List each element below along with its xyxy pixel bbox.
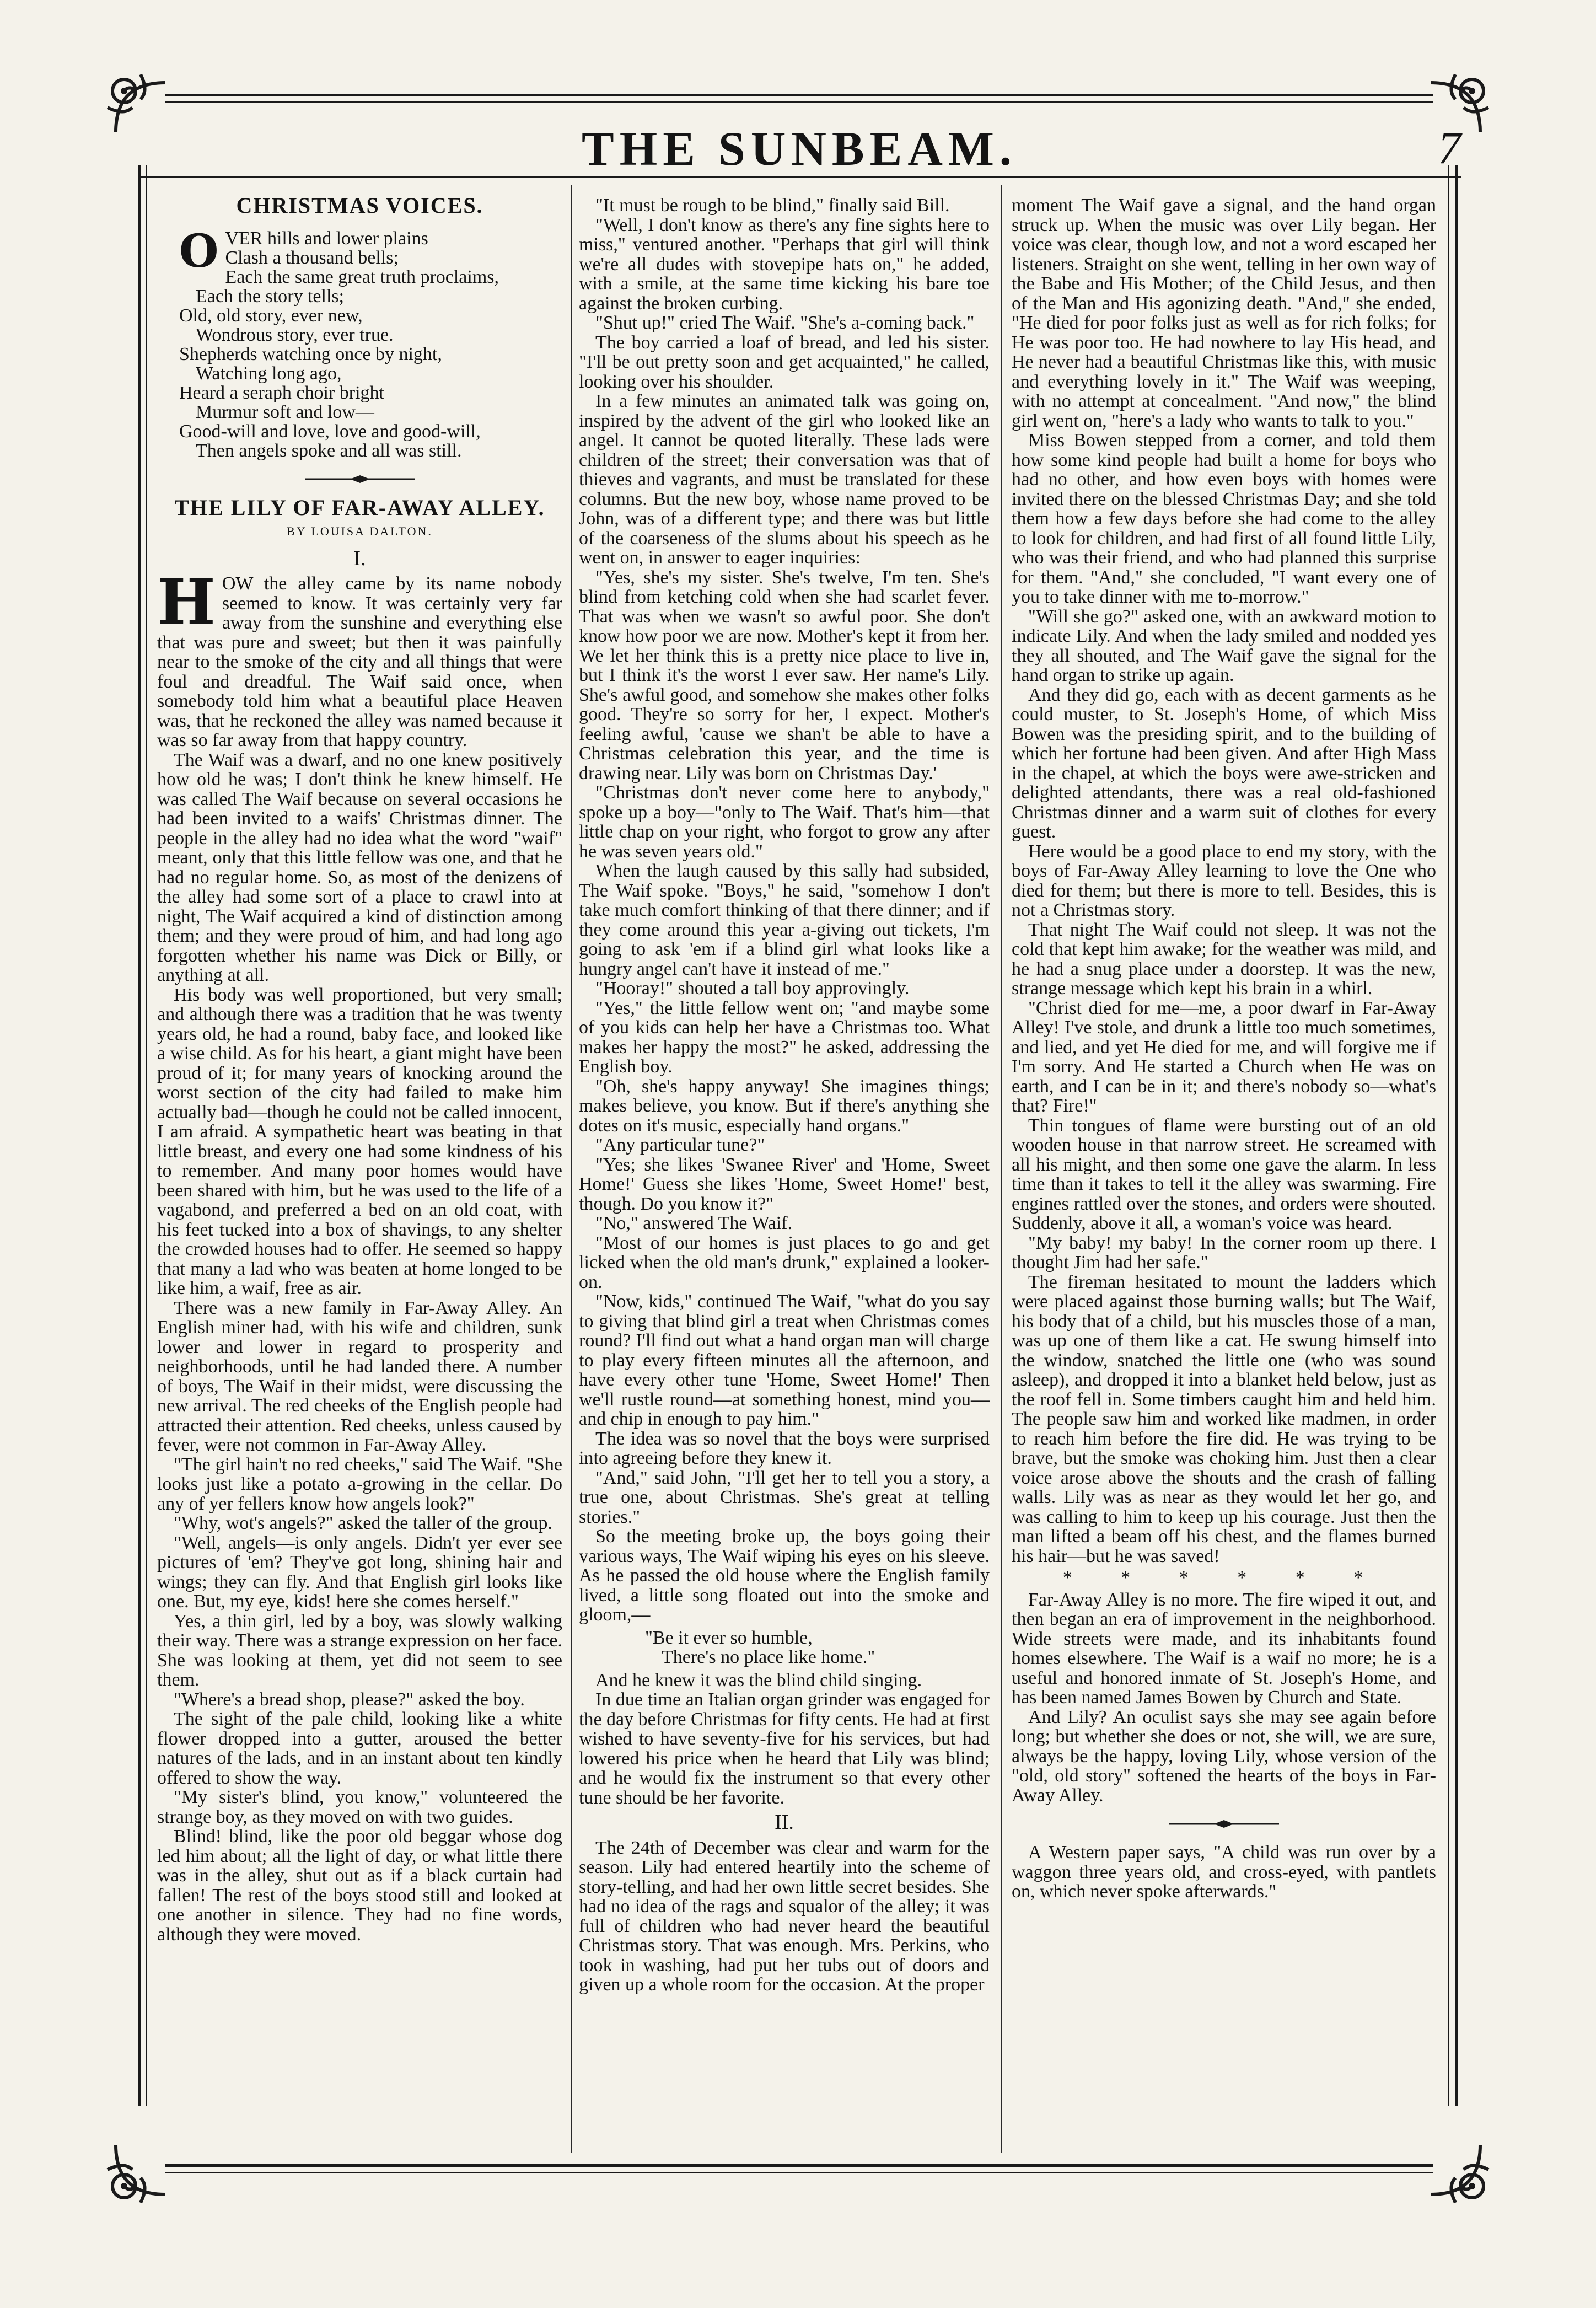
story-paragraph: And Lily? An oculist says she may see again before long; but whether she does or not, she will, we are sure, always be the happy, loving Lily, whose version of the "old, old story" softened the hearts of the boys in Far-Away Alley. [1012, 1706, 1436, 1806]
filler-paragraph: A Western paper says, "A child was run over by a waggon three years old, and cross-eyed, with pantlets on, which never spoke afterwards." [1012, 1842, 1436, 1902]
story-paragraph: The Waif was a dwarf, and no one knew positively how old he was; I don't think he knew himself. He was called The Waif because on several occasions he had been invited to a waifs' Christmas dinner. The people in the alley had no idea what the word "waif" meant, only that this little fellow was one, and that he had no regular home. So, as most of the denizens of the alley had some sort of a place to crawl into at night, The Waif acquired a kind of distinction among them; and they were proud of him, and had long ago forgotten whether his name was Dick or Billy, or anything at all. [157, 749, 562, 985]
page-number: 7 [1438, 122, 1461, 174]
poem-line: Watching long ago, [196, 363, 342, 384]
story-paragraph: "Most of our homes is just places to go and get licked when the old man's drunk," explained a looker-on. [579, 1232, 990, 1292]
story-paragraph: "Yes," the little fellow went on; "and maybe some of you kids can help her have a Christmas too. What makes her happy the most?" he asked, addressing the English boy. [579, 997, 990, 1077]
story-paragraph: "Christmas don't never come here to anybody," spoke up a boy—"only to The Waif. That's him—that little chap on your right, who forgot to grow any after he was seven years old." [579, 782, 990, 862]
story-paragraph: Yes, a thin girl, led by a boy, was slowly walking their way. There was a strange expression on her face. She was looking at them, yet did not seem to see them. [157, 1611, 562, 1690]
story-paragraph: "My sister's blind, you know," volunteered the strange boy, as they moved on with two guides. [157, 1787, 562, 1827]
story-paragraph: So the meeting broke up, the boys going their various ways, The Waif wiping his eyes on his sleeve. As he passed the old house where the English family lived, a little song floated out into the smoke and gloom,— [579, 1526, 990, 1625]
frame-right-rule [1455, 165, 1458, 2106]
poem-line: Murmur soft and low— [196, 401, 374, 422]
frame-left-rule [138, 165, 141, 2106]
story-byline: BY LOUISA DALTON. [287, 524, 433, 538]
column-3 [1012, 196, 1436, 2142]
story-paragraph: "Christ died for me—me, a poor dwarf in Far-Away Alley! I've stole, and drunk a little too much sometimes, and lied, and yet He died for me, and will forgive me if I'm sorry. And He started a Church when He was on earth, and I can be in it; and there's nobody so—what's that? Fire!" [1012, 997, 1436, 1116]
story-paragraph: moment The Waif gave a signal, and the hand organ struck up. When the music was over Lily began. Her voice was clear, though low, and not a word escaped her listeners. Straight on she went, telling in her own way of the Babe and His Mother; of the Child Jesus, and then of the Man and His agonizing death. "And," she ended, "He died for poor folks just as well as for rich folks; for He was poor too. He had nowhere to lay His head, and He never had a beautiful Christmas like this, with music and everything lovely in it." The Waif was weeping, with no attempt at concealment. "And now," the blind girl went on, "here's a lady who wants to talk to you." [1012, 196, 1436, 431]
story-paragraph: Blind! blind, like the poor old beggar whose dog led him about; all the light of day, or what little there was in the alley, shut out as if a black curtain had fallen! The rest of the boys stood still and looked at one another in silence. They had no fine words, although they were moved. [157, 1826, 562, 1945]
story-paragraph [157, 566, 562, 750]
story-paragraph: In a few minutes an animated talk was going on, inspired by the advent of the girl who looked like an angel. It cannot be quoted literally. These lads were children of the street; their conversation was that of thieves and vagrants, and must be translated for these columns. But the new boy, whose name proved to be John, was of a different type; and there was but little of the coarseness of the slums about his speech as he went on, in answer to eager inquiries: [579, 391, 990, 568]
column-divider [571, 185, 572, 2153]
story-paragraph: And they did go, each with as decent garments as he could muster, to St. Joseph's Home, of which Miss Bowen was the presiding spirit, and to the building of which her fortune had been given. And after High Mass in the chapel, at which the boys were awe-stricken and delighted attendants, there was a real old-fashioned Christmas dinner and a warm suit of clothes for every guest. [1012, 684, 1436, 842]
story-paragraph: There was a new family in Far-Away Alley. An English miner had, with his wife and children, sunk lower and lower in regard to prosperity and neighborhoods, until he had landed there. A number of boys, The Waif in their midst, were discussing the new arrival. The red cheeks of the English people had attracted their attention. Red cheeks, unless caused by fever, were not common in Far-Away Alley. [157, 1297, 562, 1455]
story-paragraph: Miss Bowen stepped from a corner, and told them how some kind people had built a home for boys who had no other, and how even boys with homes were invited there on the blessed Christmas Day; and she told them how a few days before she had come to the alley to look for children, and had first of all found little Lily, who was their friend, and who had planned this surprise for them. "And," she concluded, "I want every one of you to take dinner with me to-morrow." [1012, 430, 1436, 607]
story-paragraph: The sight of the pale child, looking like a white flower dropped into a gutter, aroused the better natures of the lads, and in an instant about ten kindly offered to show the way. [157, 1709, 562, 1788]
frame-right-rule-thin [1448, 165, 1449, 2106]
story-paragraph: And he knew it was the blind child singing. [595, 1670, 922, 1690]
story-paragraph: "Well, angels—is only angels. Didn't yer ever see pictures of 'em? They've got long, shining hair and wings; they can fly. And that English girl looks like one. But, my eye, kids! here she comes herself." [157, 1532, 562, 1612]
section-heading: I. [353, 546, 366, 570]
story-paragraph: "Now, kids," continued The Waif, "what do you say to giving that blind girl a treat when Christmas comes round? I'll find out what a hand organ man will charge to play every fifteen minutes all the afternoon, and have every other tune 'Home, Sweet Home!' Then we'll rustle round—at something honest, mind you—and chip in enough to pay him." [579, 1291, 990, 1429]
story-paragraph: When the laugh caused by this sally had subsided, The Waif spoke. "Boys," he said, "somehow I don't take much comfort thinking of that there dinner; and if they come around this year a-giving out tickets, I'm going to ask 'em if a blind girl what looks like a hungry angel can't have it instead of me." [579, 861, 990, 979]
section-heading: II. [775, 1811, 794, 1834]
story-paragraph: "Any particular tune?" [595, 1135, 765, 1155]
story-paragraph: "Well, I don't know as there's any fine sights here to miss," ventured another. "Perhaps that girl will think we're all dudes with stovepipe hats on," he added, with a smile, at the same time kicking his bare toe against the broken curbing. [579, 214, 990, 314]
story-paragraph: In due time an Italian organ grinder was engaged for the day before Christmas for fifty cents. He had at first wished to have seventy-five for his services, but had lowered his price when he heard that Lily was blind; and he would fix the instrument so that every other tune should be her favorite. [579, 1689, 990, 1808]
poem-line: VER hills and lower plains [225, 228, 428, 249]
column-divider [1001, 185, 1002, 2153]
story-paragraph: "No," answered The Waif. [595, 1213, 793, 1233]
song-line: "Be it ever so humble, [645, 1627, 813, 1648]
poem-line: Heard a seraph choir bright [179, 382, 384, 403]
story-paragraph: "Where's a bread shop, please?" asked the boy. [174, 1689, 525, 1710]
poem-line: Each the same great truth proclaims, [225, 266, 499, 287]
story-paragraph: "And," said John, "I'll get her to tell you a story, a true one, about Christmas. She's great at telling stories." [579, 1467, 990, 1527]
column-1 [157, 196, 562, 2142]
story-paragraph: The fireman hesitated to mount the ladders which were placed against those burning walls; but The Waif, his body that of a child, but his muscles those of a man, was up one of them like a cat. He swung himself into the window, snatched the little one (who was sound asleep), and dropped it into a blanket held below, just as the roof fell in. Some timbers caught him and held him. The people saw him and worked like madmen, in order to reach him before the fire did. He was trying to be brave, but the smoke was choking him. Just then a clear voice arose above the shouts and the crash of falling walls. Lily was as near as they would let her go, and was calling to him to keep up his courage. Just then the man lifted a beam off his chest, and the flames burned his hair—but he was saved! [1012, 1271, 1436, 1566]
story-paragraph: The 24th of December was clear and warm for the season. Lily had entered heartily into the scheme of story-telling, and had her own little secret besides. She had no idea of the rags and squalor of the alley; it was full of children who had never heard the beautiful Christmas story. That was enough. Mrs. Perkins, who took in washing, had put her tubs out of doors and given up a whole room for the occasion. At the proper [579, 1837, 990, 1995]
frame-top-rule [165, 94, 1433, 96]
story-paragraph: Thin tongues of flame were bursting out of an old wooden house in that narrow street. He screamed with all his might, and then some one gave the alarm. In less time than it takes to tell it the alley was swarming. Fire engines rattled over the stones, and orders were shouted. Suddenly, above it all, a woman's voice was heard. [1012, 1115, 1436, 1233]
poem-line: Clash a thousand bells; [225, 247, 399, 268]
poem-line: Old, old story, ever new, [179, 305, 363, 326]
story-paragraph: "It must be rough to be blind," finally said Bill. [595, 196, 950, 216]
poem-title: CHRISTMAS VOICES. [236, 196, 483, 218]
poem-line: Wondrous story, ever true. [196, 324, 394, 345]
story-paragraph: That night The Waif could not sleep. It was not the cold that kept him awake; for the weather was mild, and he had a snug place under a doorstep. It was the new, strange message which kept his brain in a whirl. [1012, 919, 1436, 999]
story-dropcap: H [157, 566, 216, 638]
story-title: THE LILY OF FAR-AWAY ALLEY. [174, 495, 545, 520]
story-paragraph: "Yes, she's my sister. She's twelve, I'm ten. She's blind from ketching cold when she had scarlet fever. That was when we wasn't so awful poor. She don't know how poor we are now. Mother's kept it from her. We let her think this is a pretty nice place to live in, but I think it's the worst I ever saw. Her name's Lily. She's awful good, and somehow she makes other folks good. They're so sorry for her, I expect. Mother's feeling awful, 'cause we shan't be able to have a Christmas celebration this year, and the time is drawing near. Lily was born on Christmas Day.' [579, 567, 990, 783]
page-header [138, 110, 1461, 182]
story-paragraph: His body was well proportioned, but very small; and although there was a tradition that he was twenty years old, he had a round, baby face, and looked like a wise child. As for his heart, a giant might have been proud of it; for many years of knocking around the worst section of the city had failed to make him actually bad—though he could not be called innocent, I am afraid. A sympathetic heart was beating in that little breast, and every one had some kindness of his to remember. And many poor homes would have been shared with him, but he was used to the life of a vagabond, and preferred a bed on an old coat, with his feet tucked into a box of shavings, to any shelter the crowded houses had to offer. He seemed so happy that many a lad who was beaten at home longed to be like him, a waif, free as air. [157, 984, 562, 1298]
song-line: There's no place like home." [662, 1647, 875, 1667]
frame-bottom-rule [165, 2164, 1433, 2167]
paragraph-text: OW the alley came by its name nobody seemed to know. It was certainly very far away from the sunshine and everything else that was pure and sweet; but then it was painfully near to the smoke of the city and all things that were foul and dreadful. The Waif said once, when somebody told him what a beautiful place Heaven was, that he reckoned the alley was named because it was so far away from that happy country. [157, 573, 562, 750]
story-paragraph: "The girl hain't no red cheeks," said The Waif. "She looks just like a potato a-growing in the cellar. Do any of yer fellers know how angels look?" [157, 1454, 562, 1514]
column-2 [579, 196, 990, 2142]
song-quote [645, 1628, 990, 1667]
frame-left-rule-thin [146, 165, 147, 2106]
section-break: * * * * * * [1062, 1568, 1385, 1588]
story-paragraph: Here would be a good place to end my story, with the boys of Far-Away Alley learning to love the One who died for them; but there is more to tell. Besides, this is not a Christmas story. [1012, 841, 1436, 920]
story-paragraph: Far-Away Alley is no more. The fire wiped it out, and then began an era of improvement in the neighborhood. Wide streets were made, and its inhabitants found homes elsewhere. The Waif is a waif no more; he is a useful and honored inmate of St. Joseph's Home, and has been named James Bowen by Church and State. [1012, 1589, 1436, 1708]
poem-line: Good-will and love, love and good-will, [179, 421, 481, 442]
story-paragraph: "Why, wot's angels?" asked the taller of the group. [174, 1513, 552, 1533]
story-paragraph: "My baby! my baby! In the corner room up there. I thought Jim had her safe." [1012, 1232, 1436, 1273]
frame-bottom-rule-thin [165, 2172, 1433, 2173]
story-paragraph: "Yes; she likes 'Swanee River' and 'Home, Sweet Home!' Guess she likes 'Home, Sweet Home!' best, though. Do you know it?" [579, 1154, 990, 1214]
story-paragraph: The boy carried a loaf of bread, and led his sister. "I'll be out pretty soon and get acquainted," he called, looking over his shoulder. [579, 332, 990, 392]
poem-line: Shepherds watching once by night, [179, 343, 442, 364]
story-paragraph: "Hooray!" shouted a tall boy approvingly. [595, 978, 910, 999]
poem-body [179, 224, 562, 461]
poem-line: Then angels spoke and all was still. [196, 440, 462, 461]
story-paragraph: The idea was so novel that the boys were surprised into agreeing before they knew it. [579, 1428, 990, 1468]
frame-top-rule-thin [165, 101, 1433, 103]
dash-diamond-divider-icon [1163, 1819, 1285, 1828]
story-paragraph: "Oh, she's happy anyway! She imagines things; makes believe, you know. But if there's anything she dotes on it's music, especially hand organs." [579, 1076, 990, 1136]
story-paragraph: "Shut up!" cried The Waif. "She's a-coming back." [595, 313, 975, 333]
masthead: THE SUNBEAM. [582, 122, 1017, 176]
poem-dropcap: O [179, 224, 219, 278]
poem-line: Each the story tells; [196, 286, 345, 307]
dash-diamond-divider-icon [299, 475, 421, 484]
story-paragraph: "Will she go?" asked one, with an awkward motion to indicate Lily. And when the lady smiled and nodded yes they all shouted, and The Waif gave the signal for the hand organ to strike up again. [1012, 606, 1436, 685]
